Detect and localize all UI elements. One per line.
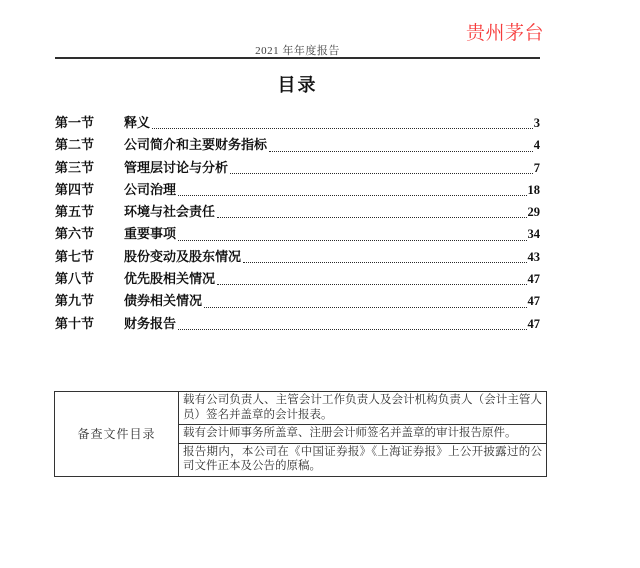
toc-entry-title: 重要事项 [124,226,177,242]
toc-section-label: 第九节 [55,293,95,309]
toc-entry-title: 公司治理 [124,181,177,197]
toc-entry-title: 管理层讨论与分析 [124,159,229,175]
toc-entry-title: 财务报告 [124,315,177,331]
toc-section-label: 第六节 [55,226,95,242]
toc-page-number: 47 [527,272,540,287]
toc-section-label: 第七节 [55,248,95,264]
toc-page-number: 43 [527,249,540,264]
dot-leader [176,313,527,335]
toc-section-label: 第十节 [55,315,95,331]
dot-leader [176,223,527,245]
dot-leader [215,268,527,290]
toc-section-label: 第一节 [55,115,95,130]
table-row: 载有公司负责人、主管会计工作负责人及会计机构负责人（会计主管人员）签名并盖章的会计报表。 [179,392,546,425]
dot-leader [241,246,527,268]
toc-row [55,134,540,156]
toc-section-label: 第五节 [55,204,95,220]
toc-row [55,268,540,290]
running-header-title: 2021 年年度报告 [255,45,340,57]
dot-leader [176,179,527,201]
toc-row [55,201,540,223]
dot-leader [215,201,527,223]
dot-leader [202,290,527,312]
header-rule [55,57,540,59]
toc-row [55,112,540,134]
reference-table-rows [179,392,546,476]
dot-leader [267,134,534,156]
page-title: 目录 [277,75,318,95]
toc-entry-title: 环境与社会责任 [124,204,216,220]
table-row: 报告期内，本公司在《中国证券报》《上海证券报》上公开披露过的公司文件正本及公告的原稿。 [183,445,542,472]
toc-page-number: 4 [533,138,540,153]
toc-row [55,157,540,179]
toc-section-label: 第四节 [55,181,95,197]
toc-page-number: 29 [527,205,540,220]
table-row: 载有会计师事务所盖章、注册会计师签名并盖章的审计报告原件。 [179,425,546,444]
toc-section-label: 第八节 [55,271,95,287]
toc-page-number: 47 [527,316,540,331]
table-of-contents [55,112,540,335]
toc-row [55,223,540,245]
reference-table-label: 备查文件目录 [55,392,179,476]
toc-page-number: 7 [533,160,540,175]
dot-leader [150,112,534,134]
toc-row [55,290,540,312]
toc-page-number: 3 [533,116,540,130]
toc-entry-title: 释义 [124,115,151,130]
toc-page-number: 47 [527,294,540,309]
toc-entry-title: 优先股相关情况 [124,271,216,287]
dot-leader [228,157,534,179]
toc-entry-title: 股份变动及股东情况 [124,248,242,264]
toc-page-number: 18 [527,182,540,197]
toc-row [55,179,540,201]
toc-entry-title: 债券相关情况 [124,293,203,309]
reference-documents-table [54,391,547,477]
toc-entry-title: 公司简介和主要财务指标 [124,137,268,153]
brand-logo-text: 贵州茅台 [465,23,544,44]
toc-row [55,246,540,268]
toc-page-number: 34 [527,227,540,242]
toc-section-label: 第三节 [55,159,95,175]
toc-row [55,313,540,335]
toc-section-label: 第二节 [55,137,95,153]
